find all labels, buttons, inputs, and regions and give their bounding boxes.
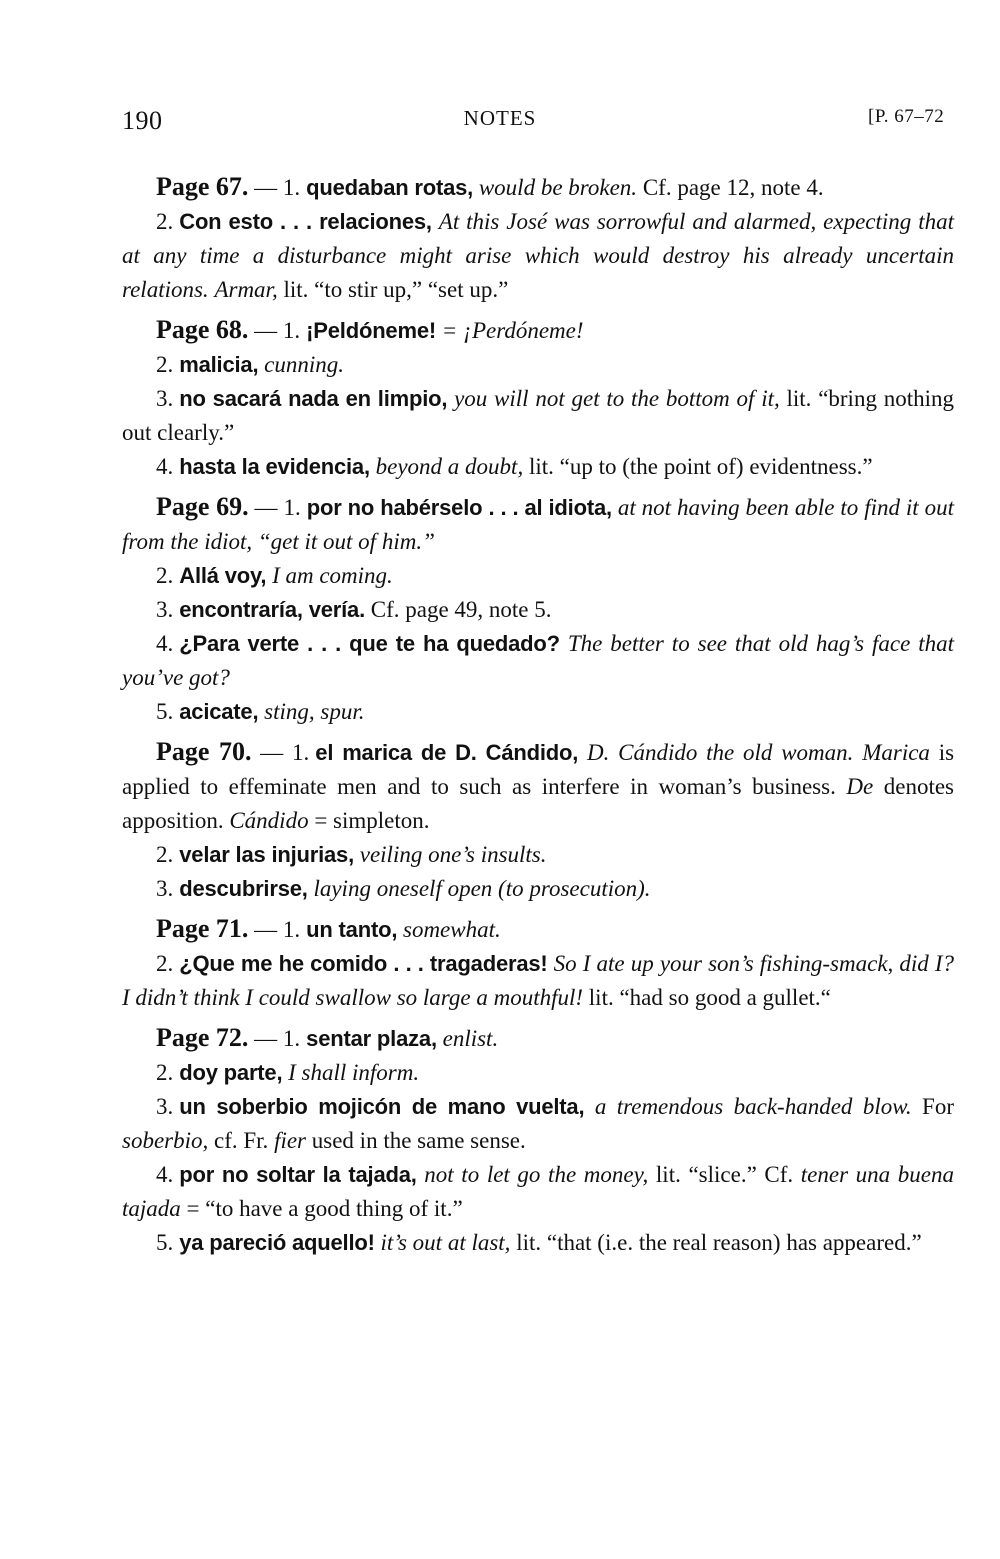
- note-term: velar las injurias,: [179, 842, 354, 867]
- note-entry: [122, 1158, 954, 1226]
- note-term: hasta la evidencia,: [179, 454, 370, 479]
- note-term: doy parte,: [179, 1060, 283, 1085]
- note-entry: [122, 348, 954, 382]
- note-number: 2.: [156, 951, 174, 976]
- note-term: por no habérselo . . . al idiota,: [306, 495, 612, 520]
- note-text: = “to have a good thing of it.”: [180, 1196, 463, 1221]
- note-gloss: enlist.: [442, 1026, 499, 1051]
- note-number: 3.: [156, 876, 174, 901]
- note-gloss: The better to see that old hag’s face that you’ve got?: [122, 631, 955, 690]
- note-number: 2.: [156, 209, 174, 234]
- note-text: lit. “up to (the point of) evidentness.”: [523, 454, 873, 479]
- note-entry: [122, 947, 954, 1015]
- page-label: Page 72.: [156, 1023, 249, 1052]
- note-gloss: at not having been able to find it out from the idiot, “get it out of him.”: [122, 495, 955, 554]
- note-text: lit. “slice.” Cf.: [648, 1162, 801, 1187]
- note-text: lit. “had so good a gullet.“: [583, 985, 831, 1010]
- note-number: 4.: [156, 631, 174, 656]
- note-gloss: laying oneself open (to prosecution).: [313, 876, 651, 901]
- note-term: encontraría, vería.: [179, 597, 365, 622]
- note-number: 1.: [282, 917, 301, 942]
- note-number: 2.: [156, 1060, 174, 1085]
- note-term: quedaban rotas,: [306, 175, 474, 200]
- note-number: 3.: [156, 597, 174, 622]
- note-term: ya pareció aquello!: [179, 1230, 375, 1255]
- running-title: NOTES: [463, 106, 537, 130]
- note-text: is applied to effeminate men and to such as interfere in woman’s business.: [122, 740, 955, 799]
- note-entry: [122, 1056, 954, 1090]
- page-number: 190: [122, 106, 163, 135]
- note-entry: [122, 627, 954, 695]
- note-entry: [122, 872, 954, 906]
- note-gloss: would be broken.: [478, 175, 638, 200]
- note-term: acicate,: [179, 699, 259, 724]
- note-number: 1.: [283, 495, 301, 520]
- note-gloss: not to let go the money,: [424, 1162, 649, 1187]
- note-number: 5.: [156, 1230, 174, 1255]
- note-gloss: I am coming.: [272, 563, 393, 588]
- note-italic: soberbio,: [122, 1128, 209, 1153]
- note-text: lit. “to stir up,” “set up.”: [277, 277, 509, 302]
- note-number: 2.: [156, 352, 174, 377]
- note-gloss: cunning.: [264, 352, 344, 377]
- note-gloss: D. Cándido the old woman.: [586, 740, 854, 765]
- note-text: lit. “that (i.e. the real reason) has appeared.”: [510, 1230, 922, 1255]
- note-italic: De: [846, 774, 874, 799]
- page-label: Page 69.: [156, 492, 249, 521]
- note-gloss: beyond a doubt,: [375, 454, 524, 479]
- note-term: ¡Peldóneme!: [306, 318, 436, 343]
- note-term: el marica de D. Cándido,: [315, 740, 579, 765]
- note-term: descubrirse,: [179, 876, 308, 901]
- note-entry: [122, 382, 954, 450]
- note-term-italic: Armar,: [214, 277, 278, 302]
- note-text: cf. Fr.: [208, 1128, 275, 1153]
- note-number: 2.: [156, 563, 174, 588]
- notes-body: [122, 170, 954, 1260]
- note-gloss: = ¡Perdóneme!: [441, 318, 584, 343]
- note-entry: Page 68. — 1. ¡Peldóneme! = ¡Perdóneme!: [156, 315, 584, 344]
- note-number: 1.: [282, 318, 301, 343]
- note-gloss: a tremendous back-handed blow.: [594, 1094, 912, 1119]
- note-entry: [122, 205, 954, 307]
- note-number: 1.: [282, 175, 301, 200]
- note-gloss: it’s out at last,: [380, 1230, 511, 1255]
- note-term: ¿Para verte . . . que te ha quedado?: [179, 631, 560, 656]
- note-gloss: you will not get to the bottom of it,: [454, 386, 780, 411]
- note-gloss: sting, spur.: [264, 699, 365, 724]
- note-number: 3.: [156, 1094, 174, 1119]
- note-term: un tanto,: [306, 917, 398, 942]
- note-number: 1.: [282, 1026, 301, 1051]
- note-term: malicia,: [179, 352, 259, 377]
- note-number: 1.: [292, 740, 310, 765]
- note-text: [853, 740, 862, 765]
- note-entry: Page 69. — 1. por no habérselo . . . al idiota, at not having been able to find it out from the idiot, “get it out of him.”: [122, 492, 955, 554]
- page-label: Page 68.: [156, 315, 249, 344]
- note-term: Con esto . . . relaciones,: [179, 209, 432, 234]
- note-entry: Page 71. — 1. un tanto, somewhat.: [156, 914, 501, 943]
- note-gloss: I shall inform.: [288, 1060, 420, 1085]
- note-number: 2.: [156, 842, 174, 867]
- note-term: un soberbio mojicón de mano vuelta,: [179, 1094, 585, 1119]
- note-entry: [122, 559, 954, 593]
- note-gloss: veiling one’s insults.: [359, 842, 547, 867]
- note-entry: [122, 1226, 954, 1260]
- note-text: lit. “bring nothing out clearly.”: [122, 386, 954, 445]
- note-italic: Cándido: [229, 808, 309, 833]
- note-text: denotes apposition.: [122, 774, 954, 833]
- note-entry: [122, 1090, 954, 1158]
- note-text: used in the same sense.: [306, 1128, 526, 1153]
- note-entry: [122, 838, 954, 872]
- note-italic: Marica: [862, 740, 930, 765]
- note-gloss: So I ate up your son’s fishing-smack, did I? I didn’t think I could swallow so large a mouthful!: [122, 951, 955, 1010]
- note-term: por no soltar la tajada,: [179, 1162, 417, 1187]
- note-number: 5.: [156, 699, 174, 724]
- note-entry: Page 72. — 1. sentar plaza, enlist.: [156, 1023, 499, 1052]
- note-italic: tener una buena tajada: [122, 1162, 954, 1221]
- note-gloss: At this José was sorrowful and alarmed, expecting that at any time a disturbance might arise which would destroy his already uncertain relations.: [122, 209, 954, 302]
- note-entry: [122, 593, 954, 627]
- page-label: Page 70.: [156, 737, 252, 766]
- note-term: no sacará nada en limpio,: [179, 386, 448, 411]
- page-range: [P. 67–72: [868, 106, 945, 127]
- note-entry: [122, 450, 954, 484]
- note-term: ¿Que me he comido . . . tragaderas!: [179, 951, 548, 976]
- page-label: Page 71.: [156, 914, 249, 943]
- note-term: Allá voy,: [179, 563, 267, 588]
- note-entry: Page 67. — 1. quedaban rotas, would be broken. Cf. page 12, note 4.: [156, 172, 824, 201]
- note-gloss: somewhat.: [403, 917, 501, 942]
- note-number: 3.: [156, 386, 174, 411]
- note-entry: Page 70. — 1. el marica de D. Cándido, D. Cándido the old woman. Marica is applied to effeminate men and to such as interfere in woman’s business. De denotes apposition. Cándido = simpleton.: [122, 737, 955, 833]
- note-term: sentar plaza,: [306, 1026, 437, 1051]
- note-text: Cf. page 12, note 4.: [637, 175, 824, 200]
- note-text: Cf. page 49, note 5.: [365, 597, 552, 622]
- note-italic: fier: [274, 1128, 307, 1153]
- note-text: = simpleton.: [308, 808, 430, 833]
- note-number: 4.: [156, 1162, 174, 1187]
- note-number: 4.: [156, 454, 174, 479]
- page-label: Page 67.: [156, 172, 249, 201]
- note-entry: [122, 695, 954, 729]
- note-text: For: [911, 1094, 955, 1119]
